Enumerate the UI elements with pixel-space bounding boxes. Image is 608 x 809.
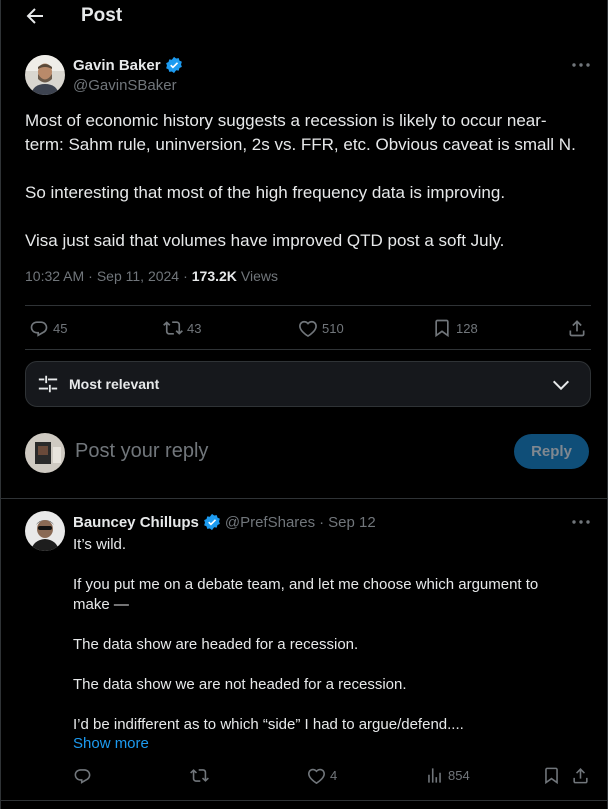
divider: [1, 498, 607, 499]
reply-count: 45: [53, 320, 68, 336]
views-icon: [425, 766, 444, 785]
verified-badge-icon: [203, 513, 221, 531]
meta-separator: ·: [88, 268, 93, 284]
divider: [25, 349, 591, 350]
show-more-link[interactable]: Show more: [73, 735, 149, 752]
like-count: 4: [330, 768, 338, 783]
more-icon[interactable]: [570, 514, 592, 530]
bookmark-action[interactable]: [542, 766, 561, 785]
author-handle[interactable]: @GavinSBaker: [73, 77, 177, 94]
user-avatar[interactable]: [25, 433, 65, 473]
header: [1, 0, 607, 36]
reply-button[interactable]: Reply: [514, 434, 589, 469]
repost-action[interactable]: [163, 318, 201, 338]
tweet-paragraph: Most of economic history suggests a recession is likely to occur near-term: Sahm rule, uninversion, 2s vs. FFR, etc. Obvious caveat is small N.: [25, 111, 576, 154]
reply-paragraph: The data show we are not headed for a recession.: [73, 676, 407, 693]
reply-icon: [73, 766, 92, 785]
bookmark-action[interactable]: [432, 318, 478, 338]
page-title: Post: [81, 5, 123, 26]
views-action[interactable]: [425, 766, 470, 785]
author-name[interactable]: [73, 56, 183, 74]
verified-badge-icon: [165, 56, 183, 74]
chevron-down-icon: [550, 374, 572, 396]
share-icon: [567, 318, 587, 338]
share-icon: [571, 766, 590, 785]
like-count: 510: [322, 320, 344, 336]
like-icon: [298, 318, 318, 338]
tweet-date[interactable]: Sep 11, 2024: [96, 268, 180, 284]
reply-author-name[interactable]: Bauncey Chillups: [73, 513, 199, 531]
reply-paragraph: I’d be indifferent as to which “side” I had to argue/defend....: [73, 716, 464, 733]
tweet-meta: [25, 268, 278, 284]
reply-icon: [29, 318, 49, 338]
reply-input[interactable]: Post your reply: [75, 440, 209, 462]
repost-icon: [163, 318, 183, 338]
reply-author-avatar[interactable]: [25, 511, 65, 551]
views-count: 173.2K: [191, 268, 237, 284]
reply-author-handle[interactable]: @PrefShares: [224, 513, 316, 531]
reply-paragraph: It’s wild.: [73, 536, 127, 553]
reply-sort-dropdown[interactable]: [25, 361, 591, 407]
sort-sliders-icon: [37, 373, 59, 395]
reply-author-line: [73, 513, 376, 531]
back-arrow-icon[interactable]: [23, 4, 47, 28]
more-icon[interactable]: [570, 57, 592, 73]
views-count: 854: [448, 768, 470, 783]
tweet-text: [25, 109, 585, 277]
bookmark-icon: [542, 766, 561, 785]
divider: [25, 305, 591, 306]
divider: [1, 800, 607, 801]
meta-separator: ·: [183, 268, 188, 284]
share-action[interactable]: [567, 318, 587, 338]
share-action[interactable]: [571, 766, 590, 785]
views-label: Views: [240, 268, 279, 284]
reply-action[interactable]: [73, 766, 96, 785]
repost-icon: [190, 766, 209, 785]
like-icon: [307, 766, 326, 785]
like-action[interactable]: [298, 318, 344, 338]
tweet-time[interactable]: 10:32 AM: [25, 268, 85, 284]
author-avatar[interactable]: [25, 55, 65, 95]
repost-count: 43: [187, 320, 202, 336]
bookmark-count: 128: [456, 320, 478, 336]
reply-paragraph: The data show are headed for a recession.: [73, 636, 359, 653]
reply-date[interactable]: Sep 12: [328, 513, 376, 531]
sort-label: Most relevant: [69, 376, 160, 392]
reply-text: [73, 535, 573, 755]
tweet-paragraph: So interesting that most of the high frequency data is improving.: [25, 183, 506, 202]
bookmark-icon: [432, 318, 452, 338]
reply-action[interactable]: [29, 318, 67, 338]
author-name-text[interactable]: Gavin Baker: [73, 56, 161, 74]
like-action[interactable]: [307, 766, 337, 785]
repost-action[interactable]: [190, 766, 213, 785]
tweet-paragraph: Visa just said that volumes have improved QTD post a soft July.: [25, 231, 505, 250]
reply-paragraph: If you put me on a debate team, and let me choose which argument to make —: [73, 576, 539, 613]
meta-separator: ·: [319, 513, 325, 531]
